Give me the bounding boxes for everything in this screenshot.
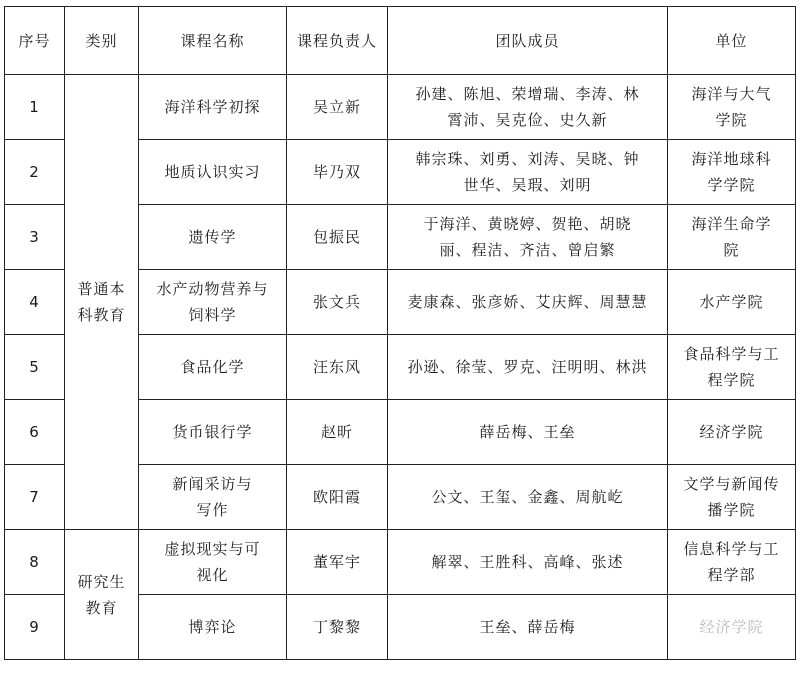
unit-name: 海洋地球科学学院 (668, 140, 796, 205)
unit-name: 经济学院 (668, 400, 796, 465)
course-name: 博弈论 (139, 595, 287, 660)
team-members: 解翠、王胜科、高峰、张述 (388, 530, 668, 595)
team-members: 孙逊、徐莹、罗克、汪明明、林洪 (388, 335, 668, 400)
row-index: 6 (5, 400, 65, 465)
unit-name: 文学与新闻传播学院 (668, 465, 796, 530)
table-row (5, 530, 796, 595)
header-index: 序号 (5, 7, 65, 75)
unit-name: 食品科学与工程学院 (668, 335, 796, 400)
category-cell: 普通本科教育 (65, 75, 139, 530)
team-members: 孙建、陈旭、荣增瑞、李涛、林霄沛、吴克俭、史久新 (388, 75, 668, 140)
course-lead: 汪东风 (287, 335, 388, 400)
unit-name: 经济学院 (668, 595, 796, 660)
course-name: 地质认识实习 (139, 140, 287, 205)
header-row (5, 7, 796, 75)
row-index: 1 (5, 75, 65, 140)
course-name: 食品化学 (139, 335, 287, 400)
category-cell: 研究生教育 (65, 530, 139, 660)
row-index: 8 (5, 530, 65, 595)
course-lead: 包振民 (287, 205, 388, 270)
course-lead: 欧阳霞 (287, 465, 388, 530)
row-index: 9 (5, 595, 65, 660)
course-lead: 赵昕 (287, 400, 388, 465)
course-name: 海洋科学初探 (139, 75, 287, 140)
header-unit: 单位 (668, 7, 796, 75)
unit-name: 水产学院 (668, 270, 796, 335)
table-row (5, 75, 796, 140)
unit-name: 信息科学与工程学部 (668, 530, 796, 595)
unit-name: 海洋与大气学院 (668, 75, 796, 140)
unit-name: 海洋生命学院 (668, 205, 796, 270)
team-members: 王垒、薛岳梅 (388, 595, 668, 660)
team-members: 公文、王玺、金鑫、周航屹 (388, 465, 668, 530)
team-members: 薛岳梅、王垒 (388, 400, 668, 465)
team-members: 韩宗珠、刘勇、刘涛、吴晓、钟世华、吴瑕、刘明 (388, 140, 668, 205)
row-index: 2 (5, 140, 65, 205)
course-name: 货币银行学 (139, 400, 287, 465)
header-course: 课程名称 (139, 7, 287, 75)
row-index: 5 (5, 335, 65, 400)
row-index: 7 (5, 465, 65, 530)
course-team-table (4, 6, 796, 660)
course-lead: 吴立新 (287, 75, 388, 140)
course-name: 虚拟现实与可视化 (139, 530, 287, 595)
row-index: 4 (5, 270, 65, 335)
course-lead: 董军宇 (287, 530, 388, 595)
header-members: 团队成员 (388, 7, 668, 75)
team-members: 麦康森、张彦娇、艾庆辉、周慧慧 (388, 270, 668, 335)
course-lead: 毕乃双 (287, 140, 388, 205)
header-lead: 课程负责人 (287, 7, 388, 75)
course-name: 遗传学 (139, 205, 287, 270)
team-members: 于海洋、黄晓婷、贺艳、胡晓丽、程洁、齐洁、曾启繁 (388, 205, 668, 270)
course-name: 新闻采访与写作 (139, 465, 287, 530)
course-lead: 张文兵 (287, 270, 388, 335)
course-lead: 丁黎黎 (287, 595, 388, 660)
course-name: 水产动物营养与饲料学 (139, 270, 287, 335)
header-category: 类别 (65, 7, 139, 75)
row-index: 3 (5, 205, 65, 270)
